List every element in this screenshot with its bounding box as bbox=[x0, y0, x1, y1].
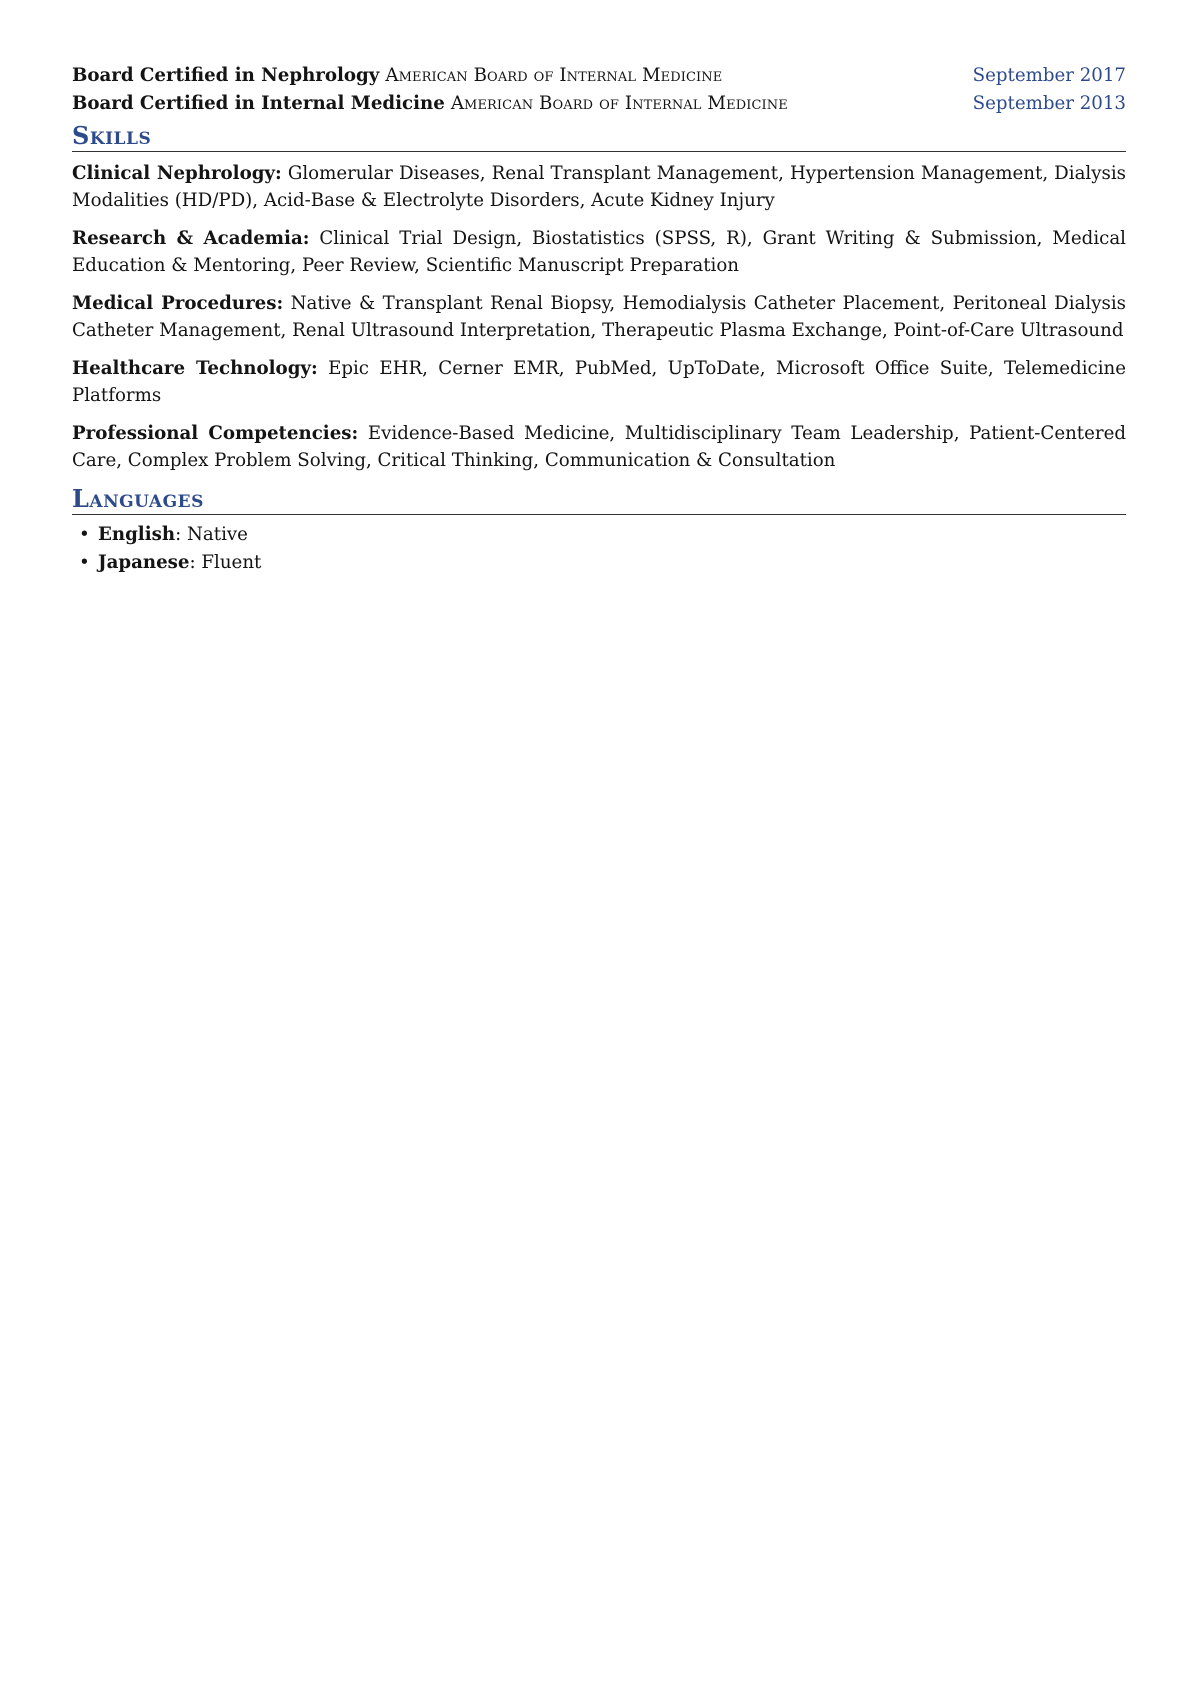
certification-title: Board Certified in Nephrology bbox=[72, 65, 380, 86]
language-item bbox=[79, 549, 1126, 577]
language-name: English bbox=[98, 524, 176, 545]
resume-page bbox=[72, 62, 1126, 577]
certification-row bbox=[72, 90, 1126, 118]
certification-title: Board Certified in Internal Medicine bbox=[72, 93, 445, 114]
bullet-icon: • bbox=[79, 524, 90, 545]
skill-text: Epic EHR, Cerner EMR, PubMed, UpToDate, Microsoft Office Suite, Telemedicine Platforms bbox=[72, 358, 1126, 406]
skill-label: Clinical Nephrology: bbox=[72, 163, 282, 184]
certification-row bbox=[72, 62, 1126, 90]
skill-item bbox=[72, 160, 1126, 214]
certification-info bbox=[72, 62, 722, 90]
skill-label: Professional Competencies: bbox=[72, 423, 359, 444]
skill-label: Medical Procedures: bbox=[72, 293, 284, 314]
skill-label: Healthcare Technology: bbox=[72, 358, 318, 379]
certification-info bbox=[72, 90, 788, 118]
certification-issuer: American Board of Internal Medicine bbox=[385, 65, 723, 86]
language-name: Japanese bbox=[98, 552, 190, 573]
skills-list bbox=[72, 160, 1126, 474]
skill-text: Native & Transplant Renal Biopsy, Hemodialysis Catheter Placement, Peritoneal Dialysis Catheter Management, Renal Ultrasound Interpretation, Therapeutic Plasma Exchange, Point-of-Care Ultrasound bbox=[72, 293, 1126, 341]
skill-item bbox=[72, 420, 1126, 474]
certification-date: September 2017 bbox=[972, 65, 1126, 86]
certification-issuer: American Board of Internal Medicine bbox=[450, 93, 788, 114]
skill-text: Clinical Trial Design, Biostatistics (SPSS, R), Grant Writing & Submission, Medical Education & Mentoring, Peer Review, Scientific Manuscript Preparation bbox=[72, 228, 1126, 276]
skills-heading: Skills bbox=[72, 122, 1126, 152]
bullet-icon: • bbox=[79, 552, 90, 573]
language-level: : Native bbox=[175, 524, 248, 545]
skill-label: Research & Academia: bbox=[72, 228, 310, 249]
language-item bbox=[79, 521, 1126, 549]
languages-heading: Languages bbox=[72, 485, 1126, 515]
certification-date: September 2013 bbox=[972, 93, 1126, 114]
languages-list bbox=[72, 521, 1126, 577]
skill-item bbox=[72, 290, 1126, 344]
skill-item bbox=[72, 355, 1126, 409]
skill-item bbox=[72, 225, 1126, 279]
language-level: : Fluent bbox=[189, 552, 262, 573]
skill-text: Glomerular Diseases, Renal Transplant Management, Hypertension Management, Dialysis Modalities (HD/PD), Acid-Base & Electrolyte Disorders, Acute Kidney Injury bbox=[72, 163, 1126, 211]
skill-text: Evidence-Based Medicine, Multidisciplinary Team Leadership, Patient-Centered Care, Complex Problem Solving, Critical Thinking, Communication & Consultation bbox=[72, 423, 1126, 471]
